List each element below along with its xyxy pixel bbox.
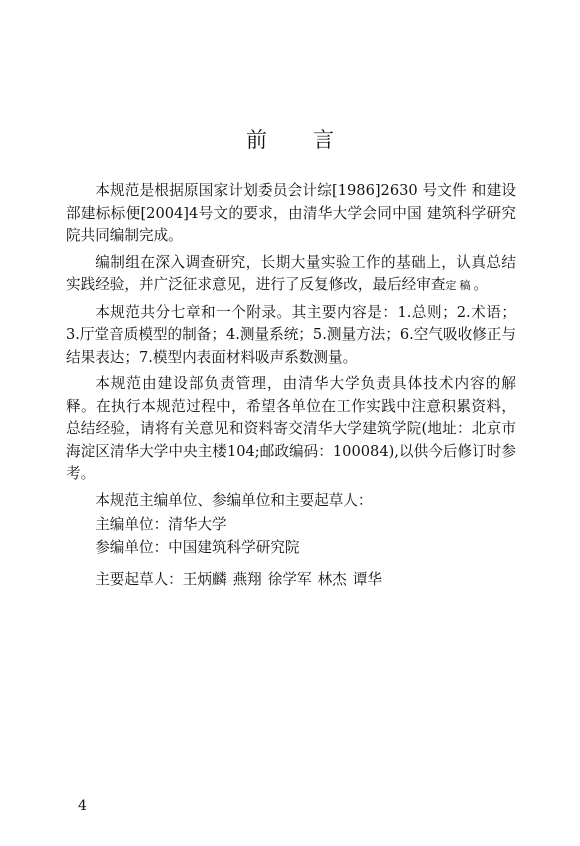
paragraph-management: 本规范由建设部负责管理，由清华大学负责具体技术内容的解释。在执行本规范过程中，希望各单位在工作实践中注意积累资料，总结经验，请将有关意见和资料寄交清华大学建筑学院(地址：北京市海淀区清华大学中央主楼104;邮政编码：100084),以供今后修订时参考。 [66,375,516,482]
drafter-name: 徐学军 [267,571,312,588]
drafters-row [66,569,516,592]
paragraph-compilation-small-text: 定稿 [445,279,474,292]
paragraph-basis: 本规范是根据原国家计划委员会计综[1986]2630 号文件 和建设部建标标便[2004]4号文的要求，由清华大学会同中国 建筑科学研究院共同编制完成。 [66,182,516,244]
chief-unit-label: 主编单位： [95,516,169,533]
title-char-left: 前 [246,128,267,152]
paragraph-contents: 本规范共分七章和一个附录。其主要内容是：1.总则；2.术语；3.厅堂音质模型的制备；4.测量系统；5.测量方法；6.空气吸收修正与结果表达；7.模型内表面材料吸声系数测量。 [66,303,516,366]
drafters-label: 主要起草人： [95,571,183,588]
units-list [66,514,516,559]
drafters-names [183,571,388,588]
drafter-name: 燕翔 [232,571,262,588]
paragraph-units-intro: 本规范主编单位、参编单位和主要起草人： [95,491,373,509]
page-number: 4 [78,798,87,814]
chief-unit-row [66,514,516,537]
paragraph-compilation-end: 。 [473,276,489,293]
participant-unit-value: 中国建筑科学研究院 [168,538,300,556]
drafter-name: 王炳麟 [182,571,227,588]
participant-unit-row [66,537,516,560]
drafter-name: 林杰 [317,571,347,588]
preface-body [66,180,516,606]
paragraph-compilation [66,252,516,298]
page-title [0,124,580,154]
drafter-name: 谭华 [352,571,382,588]
chief-unit-value: 清华大学 [168,516,227,533]
paragraph-compilation-text: 编制组在深入调查研究，长期大量实验工作的基础上，认真总结实践经验，并广泛征求意见，进行了反复修改，最后经审查 [66,253,516,293]
participant-unit-label: 参编单位： [95,538,169,556]
title-char-right: 言 [313,128,334,152]
